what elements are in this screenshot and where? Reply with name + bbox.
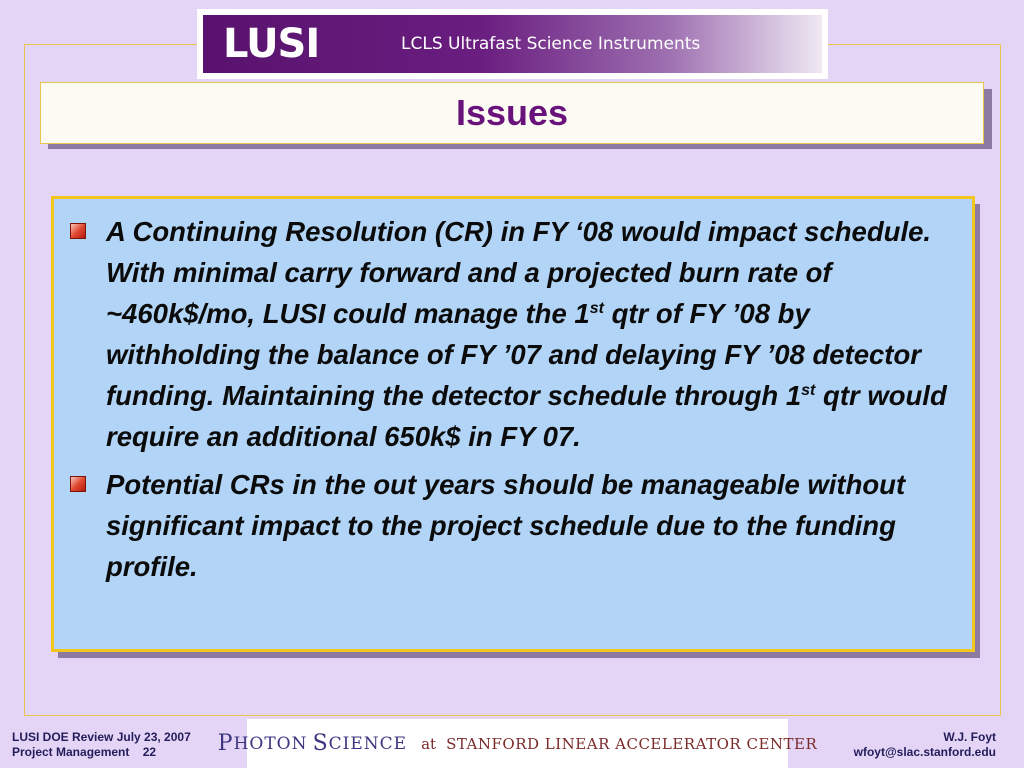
content-box [51, 196, 975, 652]
bullet-item-2 [70, 464, 962, 587]
logo-s: S [312, 731, 329, 756]
footer-section [12, 745, 191, 760]
footer-right [854, 730, 996, 760]
bullet-1-sup-1: st [589, 299, 604, 317]
lusi-logo [203, 15, 822, 73]
logo-text: LUSI [223, 21, 320, 67]
logo-subtitle: LCLS Ultrafast Science Instruments [401, 34, 701, 54]
bullet-1-text-a: A Continuing Resolution (CR) in FY ‘08 would impact schedule. With minimal carry forward and a projected burn rate of ~460k$/mo, LUSI could manage the 1 [106, 216, 932, 329]
logo-slac: STANFORD LINEAR ACCELERATOR CENTER [446, 734, 818, 753]
page-number: 22 [142, 745, 157, 759]
bullet-1-text-b: qtr of FY ’08 by withholding the balance of FY ’07 and delaying FY ’08 detector funding. Maintaining the detector schedule through 1 [106, 298, 921, 411]
slide-title: Issues [455, 92, 569, 133]
bullet-icon [70, 223, 86, 239]
logo-at: at [421, 734, 437, 753]
footer-section-label: Project Management [12, 745, 130, 759]
photon-science-logo [217, 719, 818, 768]
title-box [40, 82, 984, 144]
lusi-logo-banner [197, 9, 828, 79]
footer-email: wfoyt@slac.stanford.edu [853, 745, 996, 759]
logo-cience: CIENCE [328, 733, 408, 754]
bullet-2-text: Potential CRs in the out years should be manageable without significant impact to the project schedule due to the funding profile. [106, 469, 906, 582]
bullet-1-text-c: qtr would require an additional 650k$ in FY 07. [106, 380, 947, 452]
logo-p: P [217, 731, 234, 756]
bullet-item-1 [70, 211, 962, 457]
bullet-icon [70, 476, 86, 492]
footer-left [12, 730, 191, 760]
bullet-1-sup-2: st [801, 381, 816, 399]
footer-event: LUSI DOE Review July 23, 2007 [12, 730, 191, 744]
footer-author: W.J. Foyt [943, 730, 996, 744]
logo-hoton: HOTON [233, 733, 308, 754]
